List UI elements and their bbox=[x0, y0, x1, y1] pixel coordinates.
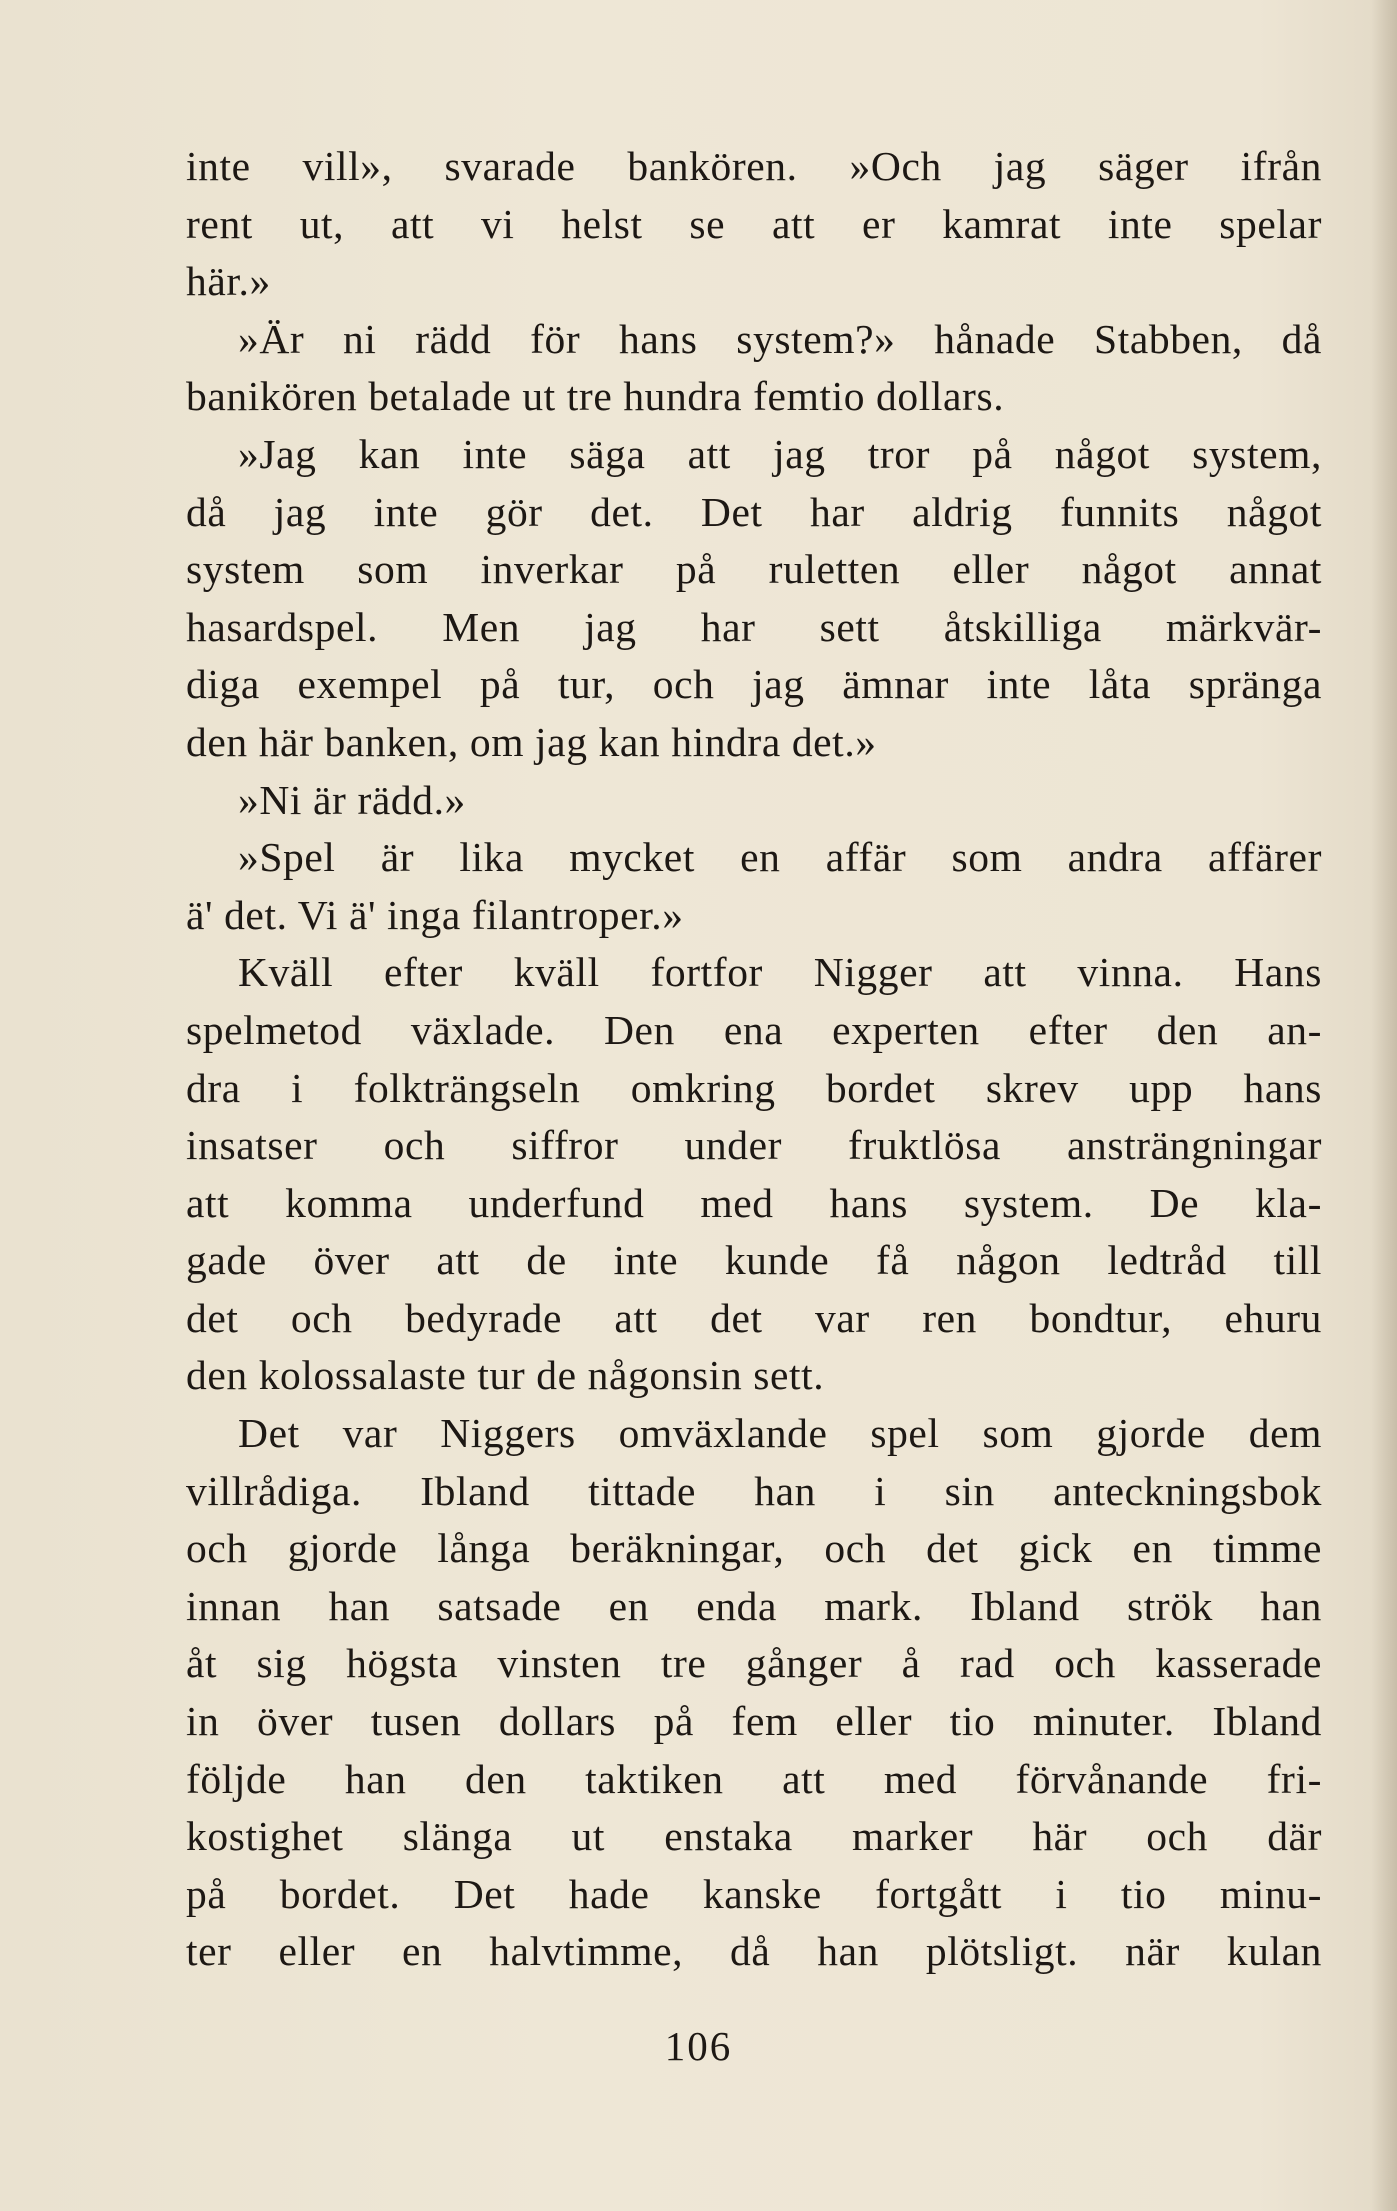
text-line: då jag inte gör det. Det har aldrig funnits något bbox=[186, 488, 1322, 535]
text-line: Det var Niggers omväxlande spel som gjorde dem bbox=[238, 1410, 1322, 1457]
text-line: den här banken, om jag kan hindra det.» bbox=[186, 718, 877, 765]
text-line: inte vill», svarade bankören. »Och jag säger ifrån bbox=[186, 143, 1322, 189]
text-line: ä' det. Vi ä' inga filantroper.» bbox=[186, 891, 684, 938]
text-line: här.» bbox=[186, 258, 271, 305]
text-line: innan han satsade en enda mark. Ibland strök han bbox=[186, 1582, 1322, 1629]
body-text bbox=[186, 138, 1322, 1981]
text-line: att komma underfund med hans system. De kla- bbox=[186, 1179, 1322, 1226]
text-line: diga exempel på tur, och jag ämnar inte låta spränga bbox=[186, 661, 1322, 708]
text-line: gade över att de inte kunde få någon ledtråd till bbox=[186, 1237, 1322, 1284]
text-line: det och bedyrade att det var ren bondtur, ehuru bbox=[186, 1294, 1322, 1341]
text-line: Kväll efter kväll fortfor Nigger att vinna. Hans bbox=[238, 949, 1322, 996]
text-line: »Ni är rädd.» bbox=[238, 776, 466, 823]
text-line: »Jag kan inte säga att jag tror på något system, bbox=[238, 430, 1322, 477]
text-line: på bordet. Det hade kanske fortgått i tio minu- bbox=[186, 1870, 1322, 1917]
text-line: spelmetod växlade. Den ena experten efter den an- bbox=[186, 1006, 1322, 1053]
text-line: in över tusen dollars på fem eller tio minuter. Ibland bbox=[186, 1698, 1322, 1745]
text-line: system som inverkar på ruletten eller något annat bbox=[186, 546, 1322, 593]
text-line: åt sig högsta vinsten tre gånger å rad och kasserade bbox=[186, 1640, 1322, 1687]
text-line: insatser och siffror under fruktlösa ansträngningar bbox=[186, 1122, 1322, 1169]
text-line: villrådiga. Ibland tittade han i sin anteckningsbok bbox=[186, 1467, 1322, 1514]
text-line: dra i folkträngseln omkring bordet skrev upp hans bbox=[186, 1064, 1322, 1111]
text-line: kostighet slänga ut enstaka marker här och där bbox=[186, 1813, 1322, 1860]
text-line: och gjorde långa beräkningar, och det gick en timme bbox=[186, 1525, 1322, 1572]
text-line: rent ut, att vi helst se att er kamrat inte spelar bbox=[186, 200, 1322, 247]
page-edge-shadow bbox=[1371, 0, 1397, 2211]
text-line: följde han den taktiken att med förvånande fri- bbox=[186, 1755, 1322, 1802]
text-line: »Spel är lika mycket en affär som andra affärer bbox=[238, 834, 1322, 881]
text-line: den kolossalaste tur de någonsin sett. bbox=[186, 1352, 825, 1399]
page-number: 106 bbox=[664, 2023, 733, 2069]
text-line: ter eller en halvtimme, då han plötsligt. när kulan bbox=[186, 1928, 1322, 1975]
text-line: hasardspel. Men jag har sett åtskilliga märkvär- bbox=[186, 603, 1322, 650]
text-line: banikören betalade ut tre hundra femtio dollars. bbox=[186, 373, 1005, 420]
text-line: »Är ni rädd för hans system?» hånade Stabben, då bbox=[238, 315, 1322, 362]
